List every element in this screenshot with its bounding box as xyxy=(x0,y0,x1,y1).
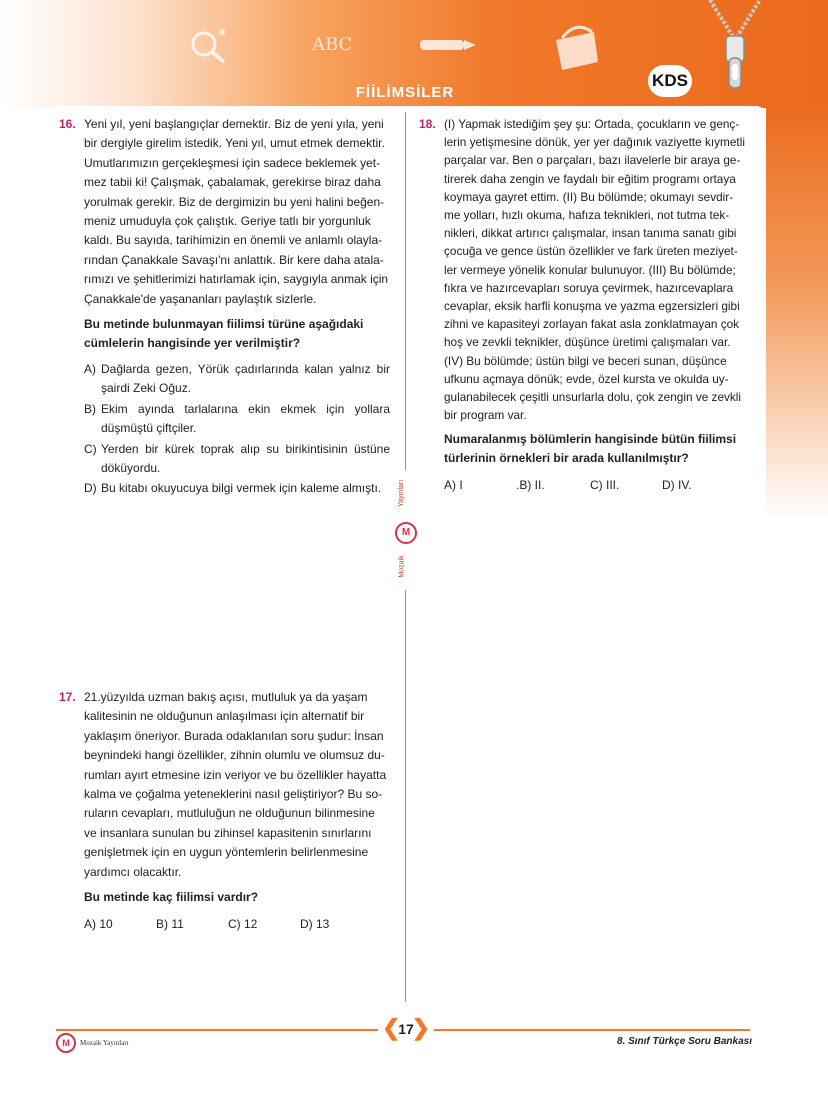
question-stem: Bu metinde kaç fiilimsi vardır? xyxy=(84,890,259,905)
stem-line: Bu metinde bulunmayan fiilimsi türüne aşağıdaki xyxy=(84,317,364,332)
answer-options xyxy=(84,915,390,934)
passage-line: kalma ve çoğalma yeteneklerini nasıl geliştiriyor? Bu so- xyxy=(84,787,383,802)
page-number xyxy=(382,1015,430,1043)
pencil-icon xyxy=(418,34,480,56)
stem-line: Numaralanmış bölümlerin hangisinde bütün fiilimsi xyxy=(444,432,737,447)
passage-line: rımızı ve şehitlerimizi hatırlamak için, saygıyla anmak için xyxy=(84,272,389,287)
passage-line: rumları ayırt etmesine izin veriyor ve bu özellikler hayatta xyxy=(84,767,387,782)
passage-line: bir program var. xyxy=(444,408,527,423)
option-c[interactable]: C) 12 xyxy=(228,917,258,932)
option-d[interactable]: D) IV. xyxy=(662,478,692,493)
passage-line: rından Çanakkale Savaşı'nı anlattık. Bir kere daha atala- xyxy=(84,252,384,267)
passage-line: ler vermeye yönelik konular bulunuyor. (III) Bu bölümde; xyxy=(444,262,736,277)
passage-line: yorulmak gerekir. Biz de dergimizin bu yeni halini beğen- xyxy=(84,194,385,209)
option-b[interactable]: B) 11 xyxy=(156,917,184,932)
magnifier-icon xyxy=(186,22,234,66)
option-a[interactable]: A) I xyxy=(444,478,463,493)
stem-line: cümlelerin hangisinde yer verilmiştir? xyxy=(84,336,301,351)
passage-line: me yolları, hızlı okuma, hafıza teknikleri, not tutma tek- xyxy=(444,208,730,223)
answer-options xyxy=(84,360,390,499)
chevron-left-icon: ❮ xyxy=(382,1015,401,1040)
question-stem xyxy=(84,315,390,354)
footer-publisher: Mozaik Yayınları xyxy=(80,1039,129,1047)
kds-badge: KDS xyxy=(648,65,692,97)
passage-line: ve insanlara sunulan bu zihinsel kapasitenin sınırlarını xyxy=(84,825,372,840)
chapter-title: FİİLİMSİLER xyxy=(355,84,455,101)
publisher-logo: M xyxy=(395,522,417,544)
footer-publisher-logo: M xyxy=(56,1033,76,1053)
passage-line: Çanakkale'de yaşananları paylaştık sizlerle. xyxy=(84,291,317,306)
passage-line: kaldı. Bu sayıda, tarihimizin en önemli ve anlamlı olayla- xyxy=(84,233,383,248)
option-a[interactable]: A) Dağlarda gezen, Yörük çadırlarında kalan yalnız bir şairdi Zeki Oğuz. xyxy=(84,361,390,396)
passage-line: koymaya gayret ettim. (II) Bu bölümde; okumayı sevdir- xyxy=(444,189,734,204)
passage-line: bir dergiyle girelim istedik. Yeni yıl, umut etmek demektir. xyxy=(84,136,385,151)
passage-line: ufkunu açmaya dönük; evde, özel kursta ve okulda uy- xyxy=(444,371,729,386)
passage-line: Umutlarımızın gerçekleşmesi için sadece beklemek yet- xyxy=(84,155,381,170)
passage-line: parçalar var. Ben o parçaları, bazı ilavelerle bir araya ge- xyxy=(444,153,741,168)
side-decoration xyxy=(766,100,828,520)
option-d[interactable]: D) 13 xyxy=(300,917,330,932)
page-number-text: 17 xyxy=(398,1021,414,1037)
passage-line: kalitesinin ne olduğunun anlaşılması için alternatif bir xyxy=(84,709,365,724)
passage-line: meniz umuduyla çok çalıştık. Geriye tatlı bir yorgunluk xyxy=(84,214,371,229)
zipper-icon xyxy=(700,0,770,95)
option-c[interactable]: C) III. xyxy=(590,478,620,493)
passage-line: çocuğa ve gence üstün özellikler ve fark üreten meziyet- xyxy=(444,244,738,259)
passage-line: cevaplar, eksik harfli konuşma ve yazma egzersizleri gibi xyxy=(444,299,740,314)
passage-line: fıkra ve hazırcevapları soruya çevirmek, hazırcevaplara xyxy=(444,280,734,295)
side-brand-publisher: Mozaik xyxy=(398,555,406,578)
passage-line: ruların cevapları, mutluluğun ne olduğunun bilinmesine xyxy=(84,806,375,821)
question-number: 16. xyxy=(59,117,76,131)
question-number: 17. xyxy=(59,690,76,704)
passage-line: (IV) Bu bölümde; üstün bilgi ve beceri sunan, düşünce xyxy=(444,353,727,368)
footer-line-left xyxy=(56,1029,378,1031)
side-brand-suffix: Yayınları xyxy=(398,479,406,508)
option-a[interactable]: A) 10 xyxy=(84,917,113,932)
question-stem xyxy=(444,430,750,468)
footer-book-title: 8. Sınıf Türkçe Soru Bankası xyxy=(616,1036,752,1047)
passage-line: 21.yüzyılda uzman bakış açısı, mutluluk ya da yaşam xyxy=(84,690,368,704)
basket-icon xyxy=(548,18,602,74)
question-number: 18. xyxy=(419,117,436,131)
passage-line: genişletmek için en uygun yöntemlerin belirlenmesine xyxy=(84,845,369,860)
passage-line: yardımcı olacaktır. xyxy=(84,864,182,879)
footer-line-right xyxy=(434,1029,750,1031)
passage-line: zihni ve kapasiteyi zorlayan fakat asla zonklatmayan çok xyxy=(444,317,740,332)
option-c[interactable]: C) Yerden bir kürek toprak alıp su birikintisinin üstüne döküyordu. xyxy=(84,441,390,475)
passage-line: (I) Yapmak istediğim şey şu: Ortada, çocukların ve genç- xyxy=(444,117,740,131)
passage-line: yaklaşım öneriyor. Burada odaklanılan soru şudur: İnsan xyxy=(84,728,384,743)
passage-line: Yeni yıl, yeni başlangıçlar demektir. Biz de yeni yıla, yeni xyxy=(84,117,384,131)
chevron-right-icon: ❯ xyxy=(411,1015,430,1040)
passage-line: nikleri, dikkat artırıcı çalışmalar, insan tanıma sanatı gibi xyxy=(444,226,737,241)
passage-line: tirerek daha zengin ve faydalı bir eğitim programı ortaya xyxy=(444,171,736,186)
abc-decoration: ABC xyxy=(312,34,353,55)
passage-line: mez tabii ki! Çalışmak, çabalamak, gerekirse biraz daha xyxy=(84,175,381,190)
stem-line: türlerinin örnekleri bir arada kullanılmıştır? xyxy=(444,451,689,466)
option-d[interactable]: D) Bu kitabı okuyucuya bilgi vermek için kaleme almıştı. xyxy=(84,481,382,496)
passage-line: gulanabilecek çeşitli unsurlarla dolu, çok zengin ve zevkli xyxy=(444,390,742,405)
answer-options xyxy=(444,476,750,494)
option-b[interactable]: B) Ekim ayında tarlalarına ekin ekmek için yollara düşmüştü çiftçiler. xyxy=(84,401,390,436)
passage-line: hoş ve zevkli teknikler, düşünce üretimi çalışmaları var. xyxy=(444,335,731,350)
passage-line: beynindeki hangi özellikler, zihnin olumlu ve olumsuz du- xyxy=(84,748,385,763)
option-b[interactable]: .B) II. xyxy=(516,478,545,493)
passage-line: lerin yetişmesine dönük, yer yer dağınık vaziyette kıymetli xyxy=(444,135,745,150)
